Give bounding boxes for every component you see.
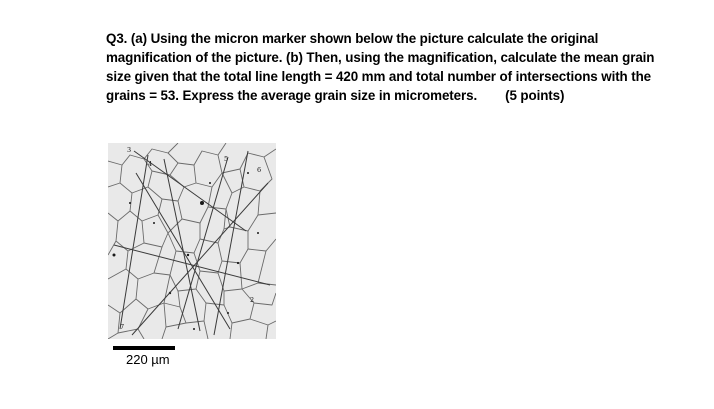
line-label-3: 3 [127, 146, 132, 154]
scale-bar [113, 346, 175, 350]
line-label-2: 2 [250, 296, 255, 304]
line-label-7: 7 [120, 323, 125, 331]
line-label-5: 5 [224, 155, 229, 163]
question-line-4 [106, 86, 666, 105]
points-label: (5 points) [505, 88, 565, 103]
question-line-4-text: grains = 53. Express the average grain size in micrometers. [106, 88, 478, 103]
question-text [106, 29, 666, 105]
line-label-6: 6 [257, 166, 262, 174]
line-label-4: 4 [148, 160, 153, 168]
micrograph-background [108, 143, 276, 339]
question-line-1: Q3. (a) Using the micron marker shown below the picture calculate the original [106, 31, 599, 46]
scale-label: 220 µm [126, 352, 170, 367]
question-line-2: magnification of the picture. (b) Then, using the magnification, calculate the mean grain [106, 50, 655, 65]
question-line-3: size given that the total line length = 420 mm and total number of intersections with the [106, 69, 652, 84]
grain-micrograph [108, 143, 276, 339]
